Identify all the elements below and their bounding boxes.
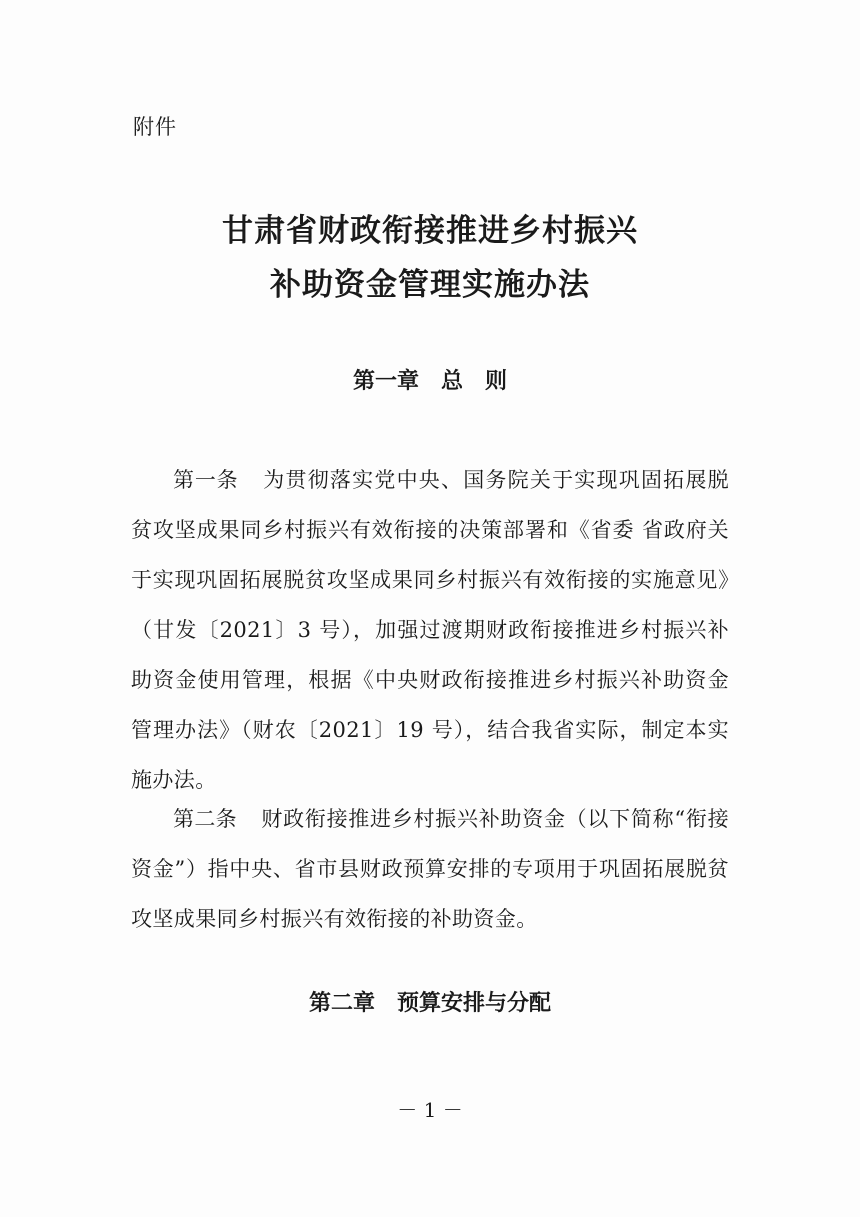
article-number: 第二条 — [173, 807, 238, 831]
document-title-line-1: 甘肃省财政衔接推进乡村振兴 — [222, 213, 638, 249]
article-2 — [131, 794, 729, 944]
article-text: 财政衔接推进乡村振兴补助资金（以下简称“衔接资金”）指中央、省市县财政预算安排的专项用于巩固拓展脱贫攻坚成果同乡村振兴有效衔接的补助资金。 — [131, 807, 729, 931]
attachment-label: 附件 — [133, 115, 177, 139]
chapter-name: 总 则 — [441, 369, 508, 394]
document-title-line-2: 补助资金管理实施办法 — [270, 267, 590, 303]
chapter-heading-2 — [0, 993, 860, 1015]
article-number: 第一条 — [173, 468, 239, 492]
article-1 — [131, 455, 729, 805]
page-number: － 1 － — [397, 1098, 463, 1122]
chapter-heading-1 — [0, 371, 860, 393]
chapter-number: 第一章 — [352, 369, 419, 394]
article-text: 为贯彻落实党中央、国务院关于实现巩固拓展脱贫攻坚成果同乡村振兴有效衔接的决策部署和《省委 省政府关于实现巩固拓展脱贫攻坚成果同乡村振兴有效衔接的实施意见》（甘发〔2021〕3 号），加强过渡期财政衔接推进乡村振兴补助资金使用管理，根据《中央财政衔接推进乡村振兴补助资金管理办法》（财农〔2021〕19 号），结合我省实际，制定本实施办法。 — [131, 468, 729, 792]
chapter-number: 第二章 — [308, 991, 375, 1016]
chapter-name: 预算安排与分配 — [397, 991, 552, 1016]
